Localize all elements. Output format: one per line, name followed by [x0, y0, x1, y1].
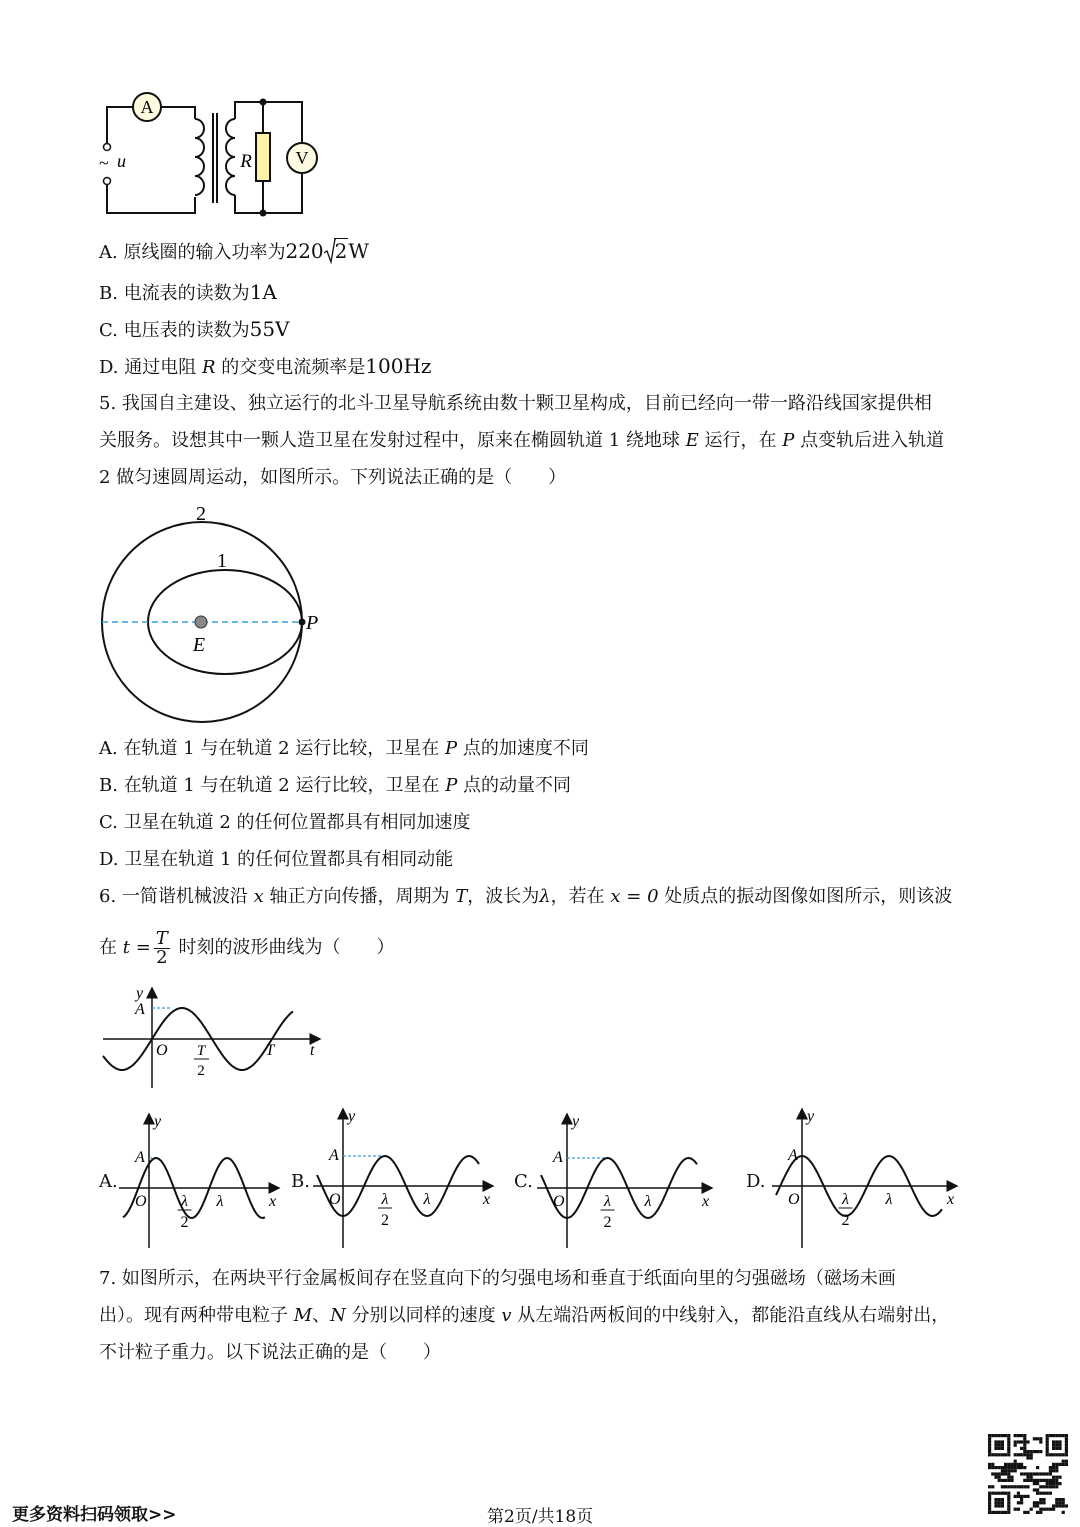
resistor-label: R	[240, 151, 252, 172]
earth-label: E	[192, 634, 206, 656]
half-wavelength-num: λ	[181, 1193, 188, 1210]
q6-choice-a-graph[interactable]	[117, 1110, 287, 1250]
q5-stem-line1: 5. 我国自主建设、独立运行的北斗卫星导航系统由数十颗卫星构成，目前已经向一带一路沿线国家提供相	[99, 393, 932, 414]
footer-promo-text[interactable]: 更多资料扫码领取>>	[12, 1505, 177, 1525]
q7-stem-line1: 7. 如图所示，在两块平行金属板间存在竖直向下的匀强电场和垂直于纸面向里的匀强磁场（磁场未画	[99, 1268, 896, 1289]
q4-option-d[interactable]: D. 通过电阻 R 的交变电流频率是100Hz	[99, 354, 432, 378]
wavelength-label: λ	[644, 1193, 652, 1210]
orbit-figure	[92, 500, 332, 730]
q5-stem-line2: 关服务。设想其中一颗人造卫星在发射过程中，原来在椭圆轨道 1 绕地球 E 运行，在 P 点变轨后进入轨道	[99, 430, 945, 451]
q6-choice-d-graph[interactable]	[770, 1105, 965, 1250]
q4-option-c[interactable]: C. 电压表的读数为55V	[99, 317, 290, 341]
orbit-1-label: 1	[217, 550, 227, 572]
q5-option-b[interactable]: B. 在轨道 1 与在轨道 2 运行比较，卫星在 P 点的动量不同	[99, 775, 572, 796]
svg-text:2: 2	[197, 1063, 205, 1079]
svg-text:A: A	[135, 1001, 145, 1018]
wavelength-label: λ	[885, 1191, 893, 1208]
half-wavelength-den: 2	[603, 1214, 612, 1231]
q6-choice-c-label[interactable]: C.	[514, 1171, 533, 1192]
x-axis-label: x	[269, 1193, 277, 1210]
half-wavelength-num: λ	[381, 1191, 389, 1208]
origin-label: O	[329, 1191, 341, 1208]
q7-stem-line3: 不计粒子重力。以下说法正确的是（ ）	[99, 1342, 441, 1363]
amplitude-label: A	[788, 1147, 798, 1164]
q6-stem-line1: 6. 一简谐机械波沿 x 轴正方向传播，周期为 T，波长为λ，若在 x = 0 处质点的振动图像如图所示，则该波	[99, 886, 953, 907]
qr-code-icon[interactable]	[988, 1434, 1068, 1514]
q4-option-a[interactable]: A. 原线圈的输入功率为220 2W	[99, 239, 369, 263]
x-axis-label: x	[947, 1191, 955, 1208]
wavelength-label: λ	[423, 1191, 431, 1208]
half-wavelength-num: λ	[604, 1193, 611, 1210]
orbit-2-label: 2	[196, 503, 206, 525]
svg-text:T: T	[196, 1043, 206, 1059]
amplitude-label: A	[553, 1149, 563, 1166]
y-axis-label: y	[572, 1113, 580, 1130]
half-wavelength-den: 2	[381, 1212, 389, 1229]
origin-label: O	[135, 1193, 147, 1210]
q6-stem-line2: 在 t = $\frac{T}{2}$ 时刻的波形曲线为（ ）	[99, 927, 395, 968]
page-number: 第2页/共18页	[487, 1507, 594, 1527]
y-axis-label: y	[154, 1113, 162, 1130]
q6-choice-a-label[interactable]: A.	[99, 1171, 118, 1192]
half-wavelength-den: 2	[180, 1214, 189, 1231]
q5-option-a[interactable]: A. 在轨道 1 与在轨道 2 运行比较，卫星在 P 点的加速度不同	[99, 738, 589, 759]
q5-option-c[interactable]: C. 卫星在轨道 2 的任何位置都具有相同加速度	[99, 812, 471, 833]
q5-stem-line3: 2 做匀速圆周运动，如图所示。下列说法正确的是（ ）	[99, 467, 567, 488]
x-axis-label: x	[702, 1193, 710, 1210]
amplitude-label: A	[135, 1149, 145, 1166]
source-symbol: ~	[99, 153, 109, 173]
origin-label: O	[788, 1191, 800, 1208]
svg-text:T: T	[265, 1042, 275, 1059]
q6-choice-b-label[interactable]: B.	[291, 1171, 310, 1192]
q5-option-d[interactable]: D. 卫星在轨道 1 的任何位置都具有相同动能	[99, 849, 454, 870]
svg-text:t: t	[310, 1042, 315, 1059]
point-p-label: P	[306, 612, 319, 634]
amplitude-label: A	[329, 1147, 339, 1164]
q7-stem-line2: 出）。现有两种带电粒子 M、N 分别以同样的速度 v 从左端沿两板间的中线射入，都能沿直线从右端射出，	[99, 1305, 950, 1326]
svg-text:y: y	[136, 985, 144, 1002]
svg-text:O: O	[156, 1042, 168, 1059]
half-wavelength-num: λ	[842, 1191, 849, 1208]
y-axis-label: y	[807, 1108, 815, 1125]
source-var: u	[117, 151, 126, 171]
transformer-circuit-figure	[95, 85, 335, 225]
vibration-graph	[98, 980, 338, 1095]
earth-icon	[195, 616, 207, 628]
q6-choice-c-graph[interactable]	[535, 1110, 720, 1250]
point-p-dot	[299, 619, 306, 626]
voltmeter-label: V	[295, 148, 309, 168]
y-axis-label: y	[348, 1108, 356, 1125]
half-wavelength-den: 2	[841, 1212, 850, 1229]
q6-choice-b-graph[interactable]	[311, 1105, 501, 1250]
ammeter-label: A	[140, 97, 154, 117]
x-axis-label: x	[483, 1191, 491, 1208]
wavelength-label: λ	[216, 1193, 224, 1210]
origin-label: O	[553, 1193, 565, 1210]
q4-option-b[interactable]: B. 电流表的读数为1A	[99, 280, 277, 304]
q6-choice-d-label[interactable]: D.	[746, 1171, 766, 1192]
